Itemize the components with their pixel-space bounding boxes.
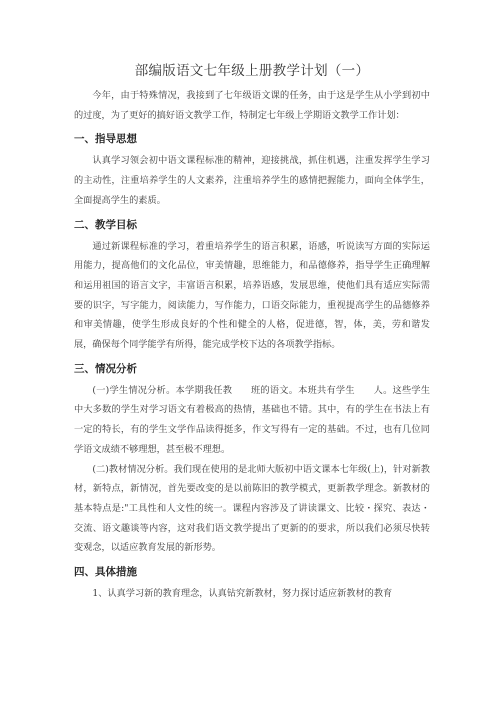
document-title: 部编版语文七年级上册教学计划（一） [134,63,370,79]
section-heading-teaching-goals: 二、教学目标 [74,218,137,231]
intro-paragraph: 今年，由于特殊情况，我接到了七年级语文课的任务，由于这是学生从小学到初中的过度，为了更好的搞好语文教学工作，特制定七年级上学期语文教学工作计划： [74,90,430,121]
guiding-ideology-paragraph: 认真学习领会初中语文课程标准的精神，迎接挑战，抓住机遇，注重发挥学生学习的主动性，注重培养学生的人文素养，注重培养学生的感情把握能力，面向全体学生，全面提高学生的素质。 [74,155,430,206]
document-page [74,62,430,604]
measures-paragraph: 1、认真学习新的教育理念，认真钻究新教材，努力探讨适应新教材的教育 [92,588,393,600]
section-heading-guiding-ideology: 一、指导思想 [74,133,137,146]
textbook-analysis-paragraph: (二)教材情况分析。我们现在使用的是北师大版初中语文课本七年级(上)，针对新教材，新特点，新情况，首先要改变的是以前陈旧的教学模式，更新教学理念。新教材的基本特点是:"工具性和人文性的统一。课程内容涉及了讲读课文、比较・探究、表达・交流、语文趣谈等内容，这对我们语文教学提出了更新的的要求，所以我们必须尽快转变观念，以适应教育发展的新形势。 [74,463,430,554]
teaching-goals-paragraph: 通过新课程标准的学习，着重培养学生的语言积累，语感，听说读写方面的实际运用能力，提高他们的文化品位，审美情趣，思维能力，和品德修养，指导学生正确理解和运用祖国的语言文字，丰富语言积累，培养语感，发展思维，使他们具有适应实际需要的识字，写字能力，阅读能力，写作能力，口语交际能力，重视提高学生的品德修养和审美情趣，使学生形成良好的个性和健全的人格，促进德，智，体，美，劳和谐发展，确保每个同学能学有所得，能完成学校下达的各项教学指标。 [74,240,430,351]
section-heading-situation-analysis: 三、情况分析 [74,362,137,375]
student-analysis-paragraph: (一)学生情况分析。本学期我任教 班的语文。本班共有学生 人。这些学生中大多数的学生对学习语文有着极高的热情，基础也不错。其中，有的学生在书法上有一定的特长，有的学生文学作品读得挺多，作文写得有一定的基础。不过，也有几位同学语文成绩不够理想，甚至极不理想。 [74,384,430,455]
section-heading-measures: 四、具体措施 [74,566,137,579]
